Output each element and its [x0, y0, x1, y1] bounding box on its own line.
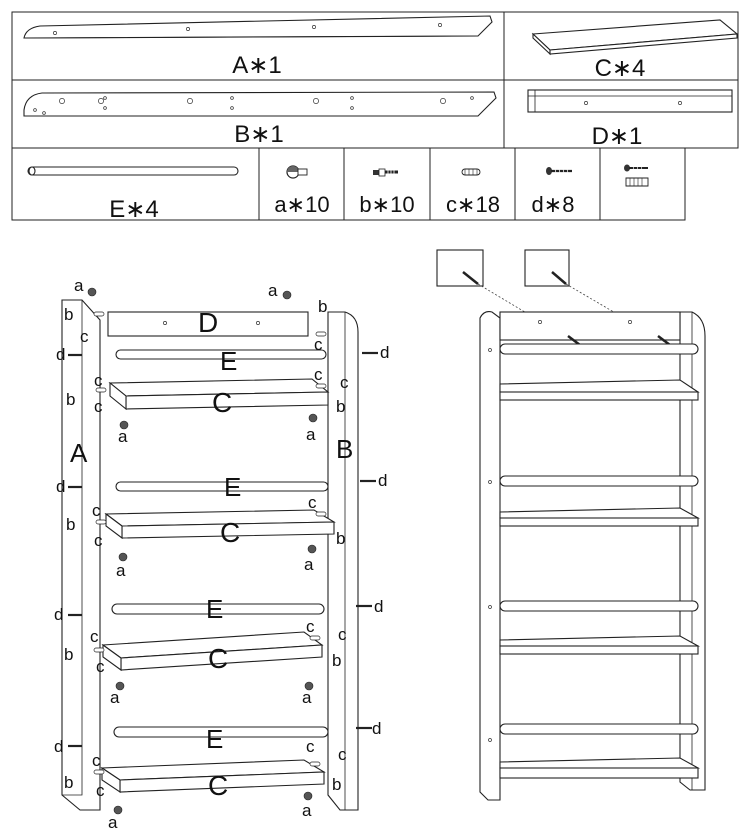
label-c-3: C	[208, 643, 229, 674]
label-d-hw: d	[372, 719, 382, 738]
label-a-hw: a	[116, 561, 126, 580]
label-d-hw: d	[54, 605, 64, 624]
part-b-label: B∗1	[234, 121, 284, 148]
label-b-hw: b	[318, 297, 328, 316]
label-c-hw: c	[92, 501, 101, 520]
part-a-drawing	[24, 16, 492, 38]
label-a-hw: a	[304, 555, 314, 574]
hardware-b-label: b∗10	[359, 192, 415, 217]
wall-anchor-screw-icon	[624, 165, 648, 187]
label-b-hw: b	[66, 390, 76, 409]
wooden-dowel-icon	[462, 169, 480, 175]
label-a-hw: a	[118, 427, 128, 446]
label-a: A	[70, 438, 88, 468]
label-b-hw: b	[64, 773, 74, 792]
label-c-hw: c	[308, 493, 317, 512]
label-c-1: C	[212, 387, 233, 418]
label-a-hw: a	[302, 688, 312, 707]
label-d: D	[198, 307, 219, 338]
label-b: B	[336, 434, 354, 464]
label-c-hw: c	[94, 397, 103, 416]
label-b-hw: b	[332, 775, 342, 794]
part-a-label: A∗1	[232, 52, 282, 79]
label-d-hw: d	[380, 343, 390, 362]
part-b-drawing	[24, 92, 496, 116]
part-d-label: D∗1	[591, 123, 643, 150]
label-c-hw: c	[96, 657, 105, 676]
label-c-hw: c	[92, 751, 101, 770]
label-e-3: E	[206, 594, 224, 624]
label-a-hw: a	[110, 688, 120, 707]
label-d-hw: d	[54, 737, 64, 756]
label-b-hw: b	[64, 305, 74, 324]
label-d-hw: d	[378, 471, 388, 490]
label-d-hw: d	[56, 477, 66, 496]
cam-bolt-icon	[373, 169, 398, 176]
label-b-hw: b	[64, 645, 74, 664]
label-c-hw: c	[314, 365, 323, 384]
label-c-hw: c	[90, 627, 99, 646]
hardware-d-label: d∗8	[531, 192, 575, 217]
exploded-assembly	[54, 276, 389, 832]
part-d-drawing	[528, 90, 732, 112]
label-a-hw: a	[108, 813, 118, 832]
label-c-hw: c	[338, 745, 347, 764]
label-e-2: E	[224, 472, 242, 502]
label-c-hw: c	[306, 737, 315, 756]
label-a-hw: a	[302, 801, 312, 820]
label-a-hw: a	[74, 276, 84, 295]
label-c-hw: c	[94, 371, 103, 390]
hardware-c-label: c∗18	[446, 192, 500, 217]
label-c-hw: c	[94, 531, 103, 550]
label-a-hw: a	[306, 425, 316, 444]
label-c-hw: c	[314, 335, 323, 354]
label-c-hw: c	[338, 625, 347, 644]
screw-icon	[546, 167, 572, 175]
label-e-1: E	[220, 346, 238, 376]
label-d-hw: d	[56, 345, 66, 364]
part-e-drawing	[28, 167, 238, 175]
label-c-hw: c	[306, 617, 315, 636]
label-b-hw: b	[336, 529, 346, 548]
rod-e-2	[116, 482, 328, 491]
wall-plate-left	[437, 250, 483, 286]
label-b-hw: b	[66, 515, 76, 534]
part-c-drawing	[533, 20, 737, 54]
label-b-hw: b	[336, 397, 346, 416]
label-c-hw: c	[340, 373, 349, 392]
cam-lock-icon	[287, 166, 307, 178]
part-c-label: C∗4	[594, 55, 646, 82]
assembled-unit	[437, 250, 705, 800]
hardware-a-label: a∗10	[274, 192, 330, 217]
label-e-4: E	[206, 724, 224, 754]
label-b-hw: b	[332, 651, 342, 670]
label-a-hw: a	[268, 281, 278, 300]
part-e-label: E∗4	[109, 196, 159, 223]
label-c-4: C	[208, 770, 229, 801]
label-d-hw: d	[374, 597, 384, 616]
label-c-2: C	[220, 517, 241, 548]
label-c-hw: c	[80, 327, 89, 346]
label-c-hw: c	[96, 781, 105, 800]
